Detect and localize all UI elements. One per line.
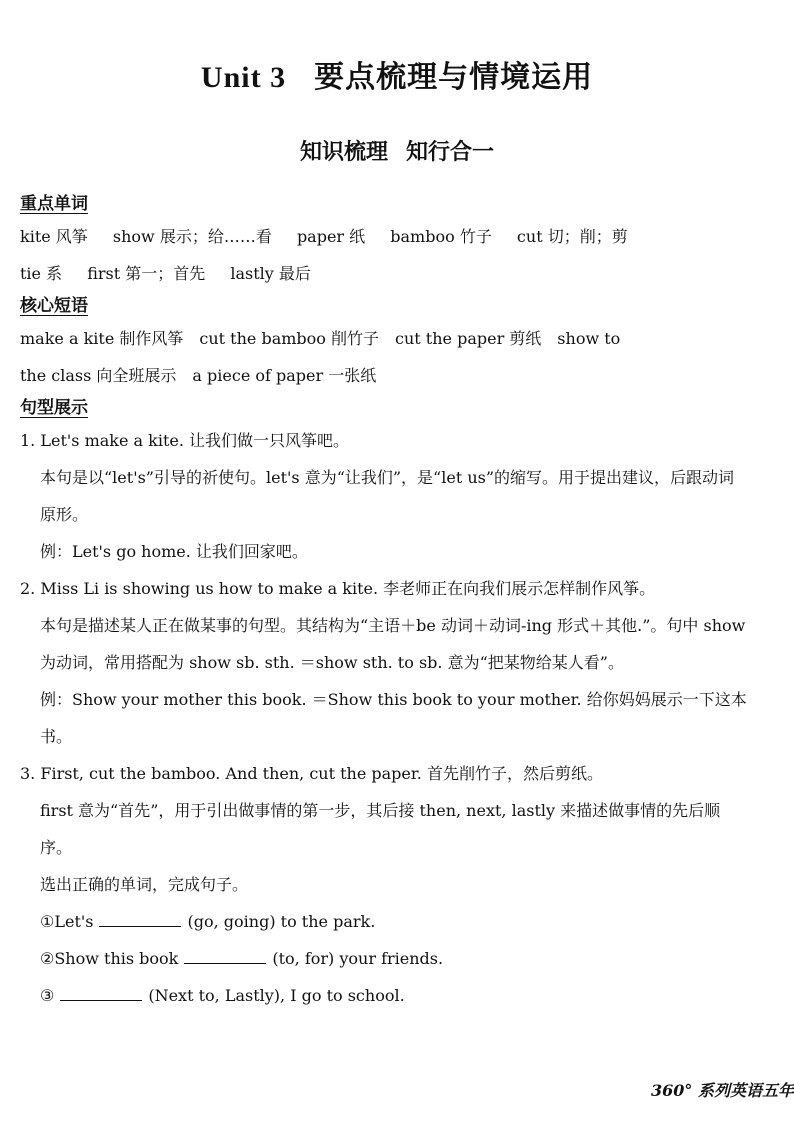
exercise-1-prefix: ①Let's [40,912,94,931]
subtitle-b: 知行合一 [406,139,495,165]
exercise-2 [20,940,750,977]
section-heading-phrases: 核心短语 [20,296,88,316]
exercise-3-prefix: ③ [40,986,55,1005]
sentence-3-explanation: first 意为“首先”，用于引出做事情的第一步，其后接 then, next, lastly 来描述做事情的先后顺序。 [40,801,721,857]
answer-blank[interactable] [60,999,142,1001]
exercise-3-suffix: (Next to, Lastly), I go to school. [148,986,405,1005]
word-item: first 第一；首先 [87,264,206,283]
content [20,190,750,1014]
word-item: lastly 最后 [230,264,311,283]
sentence-1-explanation: 本句是以“let's”引导的祈使句。let's 意为“让我们”，是“let us”的缩写。用于提出建议，后跟动词原形。 [40,468,735,524]
sentence-2-example: 例：Show your mother this book. ＝Show this book to your mother. 给你妈妈展示一下这本书。 [40,690,747,746]
sentence-1-example: 例：Let's go home. 让我们回家吧。 [40,542,308,561]
phrases-line-2: the class 向全班展示 a piece of paper 一张纸 [20,366,377,385]
word-item: cut 切；削；剪 [516,227,628,246]
word-item: tie 系 [20,264,63,283]
title-text: 要点梳理与情境运用 [314,60,594,95]
sentence-2-head: 2. Miss Li is showing us how to make a kite. 李老师正在向我们展示怎样制作风筝。 [20,579,656,598]
page-subtitle [0,135,794,166]
exercise-3 [20,977,750,1014]
exercise-instruction: 选出正确的单词，完成句子。 [40,875,249,894]
word-item: paper 纸 [296,227,366,246]
page-title [0,52,794,96]
subtitle-a: 知识梳理 [299,139,388,165]
exercise-2-suffix: (to, for) your friends. [272,949,444,968]
answer-blank[interactable] [184,962,266,964]
footer-series-label: 360° 系列英语五年 [651,1081,794,1100]
words-line-1 [20,218,750,255]
section-heading-sentences: 句型展示 [20,398,88,418]
words-line-2 [20,255,750,292]
sentence-2-explanation: 本句是描述某人正在做某事的句型。其结构为“主语＋be 动词＋动词-ing 形式＋其他.”。句中 show 为动词，常用搭配为 show sb. sth. ＝show sth. to sb. 意为“把某物给某人看”。 [40,616,746,672]
word-item: bamboo 竹子 [390,227,492,246]
word-item: show 展示；给……看 [112,227,272,246]
exercise-1 [20,903,750,940]
phrases-line-1: make a kite 制作风筝 cut the bamboo 削竹子 cut the paper 剪纸 show to [20,329,621,348]
answer-blank[interactable] [99,925,181,927]
exercise-1-suffix: (go, going) to the park. [187,912,376,931]
word-item: kite 风筝 [20,227,88,246]
unit-label: Unit 3 [200,61,287,94]
sentence-1-head: 1. Let's make a kite. 让我们做一只风筝吧。 [20,431,350,450]
section-heading-words: 重点单词 [20,194,88,214]
sentence-3-head: 3. First, cut the bamboo. And then, cut the paper. 首先削竹子，然后剪纸。 [20,764,603,783]
exercise-2-prefix: ②Show this book [40,949,179,968]
